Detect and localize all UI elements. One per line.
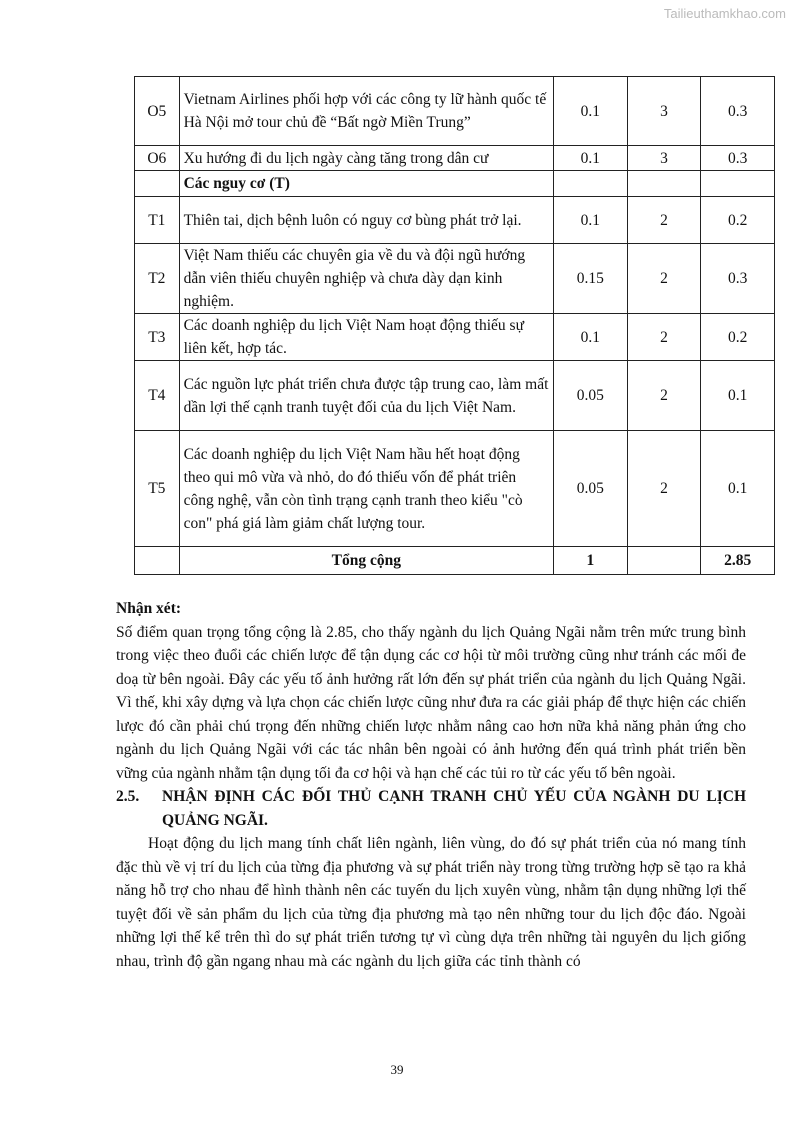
weight-cell: 0.05	[554, 361, 628, 431]
weight-cell: 0.05	[554, 431, 628, 547]
page-number: 39	[390, 1062, 404, 1077]
total-code-cell	[135, 547, 180, 575]
factor-code: O5	[135, 77, 180, 146]
section-paragraph: Hoạt động du lịch mang tính chất liên ngành, liên vùng, do đó sự phát triển của nó mang tính đặc thù về vị trí du lịch của từng địa phương và sự phát triển này trong từng trường hợp sẽ tạo ra khả năng hỗ trợ cho nhau để hình thành nên các tuyến du lịch xuyên vùng, nhằm tận dụng những lợi thế tuyệt đối về sản phẩm du lịch của từng địa phương mà tạo nên những tour du lịch độc đáo. Ngoài những lợi thế kể trên thì do sự phát triển tương tự vì cùng dựa trên những tài nguyên du lịch giống nhau, trình độ gần ngang nhau mà các ngành du lịch giữa các tỉnh thành có	[116, 835, 746, 970]
table-row	[135, 244, 775, 314]
section-number: 2.5.	[116, 788, 140, 805]
factor-code: T3	[135, 314, 180, 361]
factor-text: Việt Nam thiếu các chuyên gia về du và đội ngũ hướng dẫn viên thiếu chuyên nghiệp và chưa dày dạn kinh nghiệm.	[179, 244, 553, 314]
factor-text: Các nguồn lực phát triển chưa được tập trung cao, làm mất dần lợi thế cạnh tranh tuyệt đối của du lịch Việt Nam.	[179, 361, 553, 431]
score-cell: 0.3	[701, 244, 775, 314]
factor-code: T1	[135, 197, 180, 244]
page-body	[116, 597, 746, 973]
factor-code	[135, 171, 180, 197]
section-heading	[116, 785, 746, 832]
table-row	[135, 171, 775, 197]
rating-cell: 3	[627, 77, 701, 146]
total-score: 2.85	[701, 547, 775, 575]
note-title: Nhận xét:	[116, 600, 182, 617]
efe-matrix-table	[134, 76, 775, 575]
score-cell: 0.2	[701, 314, 775, 361]
watermark: Tailieuthamkhao.com	[663, 6, 786, 21]
total-rating	[627, 547, 701, 575]
rating-cell: 2	[627, 431, 701, 547]
factor-code: T4	[135, 361, 180, 431]
factor-code: T2	[135, 244, 180, 314]
weight-cell: 0.1	[554, 77, 628, 146]
score-cell: 0.3	[701, 146, 775, 171]
total-weight: 1	[554, 547, 628, 575]
score-cell: 0.1	[701, 361, 775, 431]
table-row	[135, 361, 775, 431]
note-paragraph: Số điểm quan trọng tổng cộng là 2.85, cho thấy ngành du lịch Quảng Ngãi nằm trên mức trung bình trong việc theo đuổi các chiến lược để tận dụng các cơ hội từ môi trường cũng như tránh các mối đe doạ từ bên ngoài. Đây các yếu tố ảnh hưởng rất lớn đến sự phát triển của ngành du lịch Quảng Ngãi. Vì thế, khi xây dựng và lựa chọn các chiến lược cũng như đưa ra các giải pháp để thực hiện các chiến lược đó cần phải chú trọng đến những chiến lược nhằm nâng cao hơn nữa khả năng phản ứng cho ngành du lịch Quảng Ngãi với các tác nhân bên ngoài có ảnh hưởng đến quá trình phát triển bền vững của ngành nhằm tận dụng tối đa cơ hội và hạn chế các tủi ro từ các yếu tố bên ngoài.	[116, 623, 746, 782]
score-cell: 0.2	[701, 197, 775, 244]
table-row	[135, 77, 775, 146]
weight-cell: 0.1	[554, 146, 628, 171]
table-row	[135, 197, 775, 244]
factor-text: Vietnam Airlines phối hợp với các công ty lữ hành quốc tế Hà Nội mở tour chủ đề “Bất ngờ Miền Trung”	[179, 77, 553, 146]
total-row	[135, 547, 775, 575]
rating-cell: 2	[627, 244, 701, 314]
factor-code: O6	[135, 146, 180, 171]
rating-cell: 3	[627, 146, 701, 171]
weight-cell: 0.1	[554, 314, 628, 361]
factor-text: Thiên tai, dịch bệnh luôn có nguy cơ bùng phát trở lại.	[179, 197, 553, 244]
weight-cell: 0.1	[554, 197, 628, 244]
section-title: NHẬN ĐỊNH CÁC ĐỐI THỦ CẠNH TRANH CHỦ YẾU CỦA NGÀNH DU LỊCH QUẢNG NGÃI.	[162, 788, 746, 829]
weight-cell: 0.15	[554, 244, 628, 314]
total-label: Tổng cộng	[179, 547, 553, 575]
factor-text: Các doanh nghiệp du lịch Việt Nam hoạt động thiếu sự liên kết, hợp tác.	[179, 314, 553, 361]
rating-cell: 2	[627, 197, 701, 244]
score-cell	[701, 171, 775, 197]
threats-group-heading: Các nguy cơ (T)	[179, 171, 553, 197]
table-row	[135, 314, 775, 361]
factor-code: T5	[135, 431, 180, 547]
table-row	[135, 431, 775, 547]
score-cell: 0.1	[701, 431, 775, 547]
weight-cell	[554, 171, 628, 197]
rating-cell: 2	[627, 314, 701, 361]
table-row	[135, 146, 775, 171]
factor-text: Xu hướng đi du lịch ngày càng tăng trong dân cư	[179, 146, 553, 171]
rating-cell: 2	[627, 361, 701, 431]
rating-cell	[627, 171, 701, 197]
score-cell: 0.3	[701, 77, 775, 146]
factor-text: Các doanh nghiệp du lịch Việt Nam hầu hết hoạt động theo qui mô vừa và nhỏ, do đó thiếu vốn để phát triên công nghệ, vẫn còn tình trạng cạnh tranh theo kiểu "cò con" phá giá làm giảm chất lượng tour.	[179, 431, 553, 547]
